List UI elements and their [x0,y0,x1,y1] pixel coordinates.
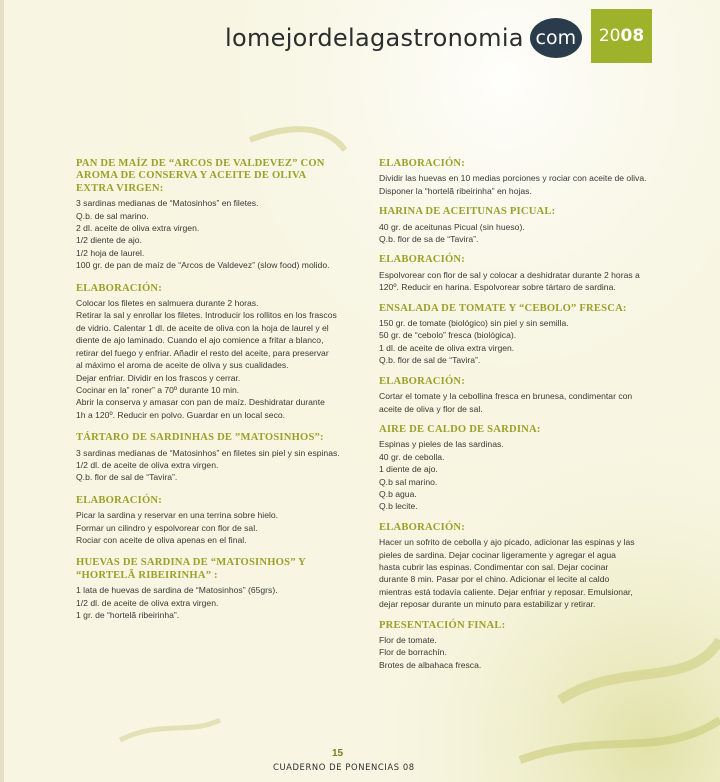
text-line: Flor de tomate. [379,635,437,645]
recipe-section [379,254,685,293]
text-line: 1 diente de ajo. [379,464,438,475]
left-column [76,158,364,621]
text-line: aceite de oliva y flor de sal. [379,403,483,414]
text-line: 3 sardinas medianas de “Matosinhos” en filetes. [76,198,259,209]
recipe-section [379,206,685,245]
section-body [379,438,685,512]
text-line: Cortar el tomate y la cebollina fresca en brunesa, condimentar con [379,391,633,402]
text-line: Dejar enfriar. Dividir en los frascos y cerrar. [76,372,241,383]
section-body [76,197,364,271]
section-heading [379,424,685,436]
site-tld-badge: com [530,18,582,58]
recipe-section [76,432,364,484]
text-line: 120º. Reducir en harina. Espolvorear sobre tártaro de sardina. [379,282,616,293]
text-line: Q.b. de sal marino. [76,210,149,221]
text-line: de vidrio. Calentar 1 dl. de aceite de oliva con la hoja de laurel y el [76,322,329,333]
text-line: Formar un cilindro y espolvorear con flor de sal. [76,522,258,533]
text-line: Abrir la conserva y amasar con pan de maíz. Deshidratar durante [76,397,325,408]
recipe-section [379,424,685,513]
text-line: retirar del fuego y enfriar. Añadir el resto del aceite, para preservar [76,347,329,358]
text-line: 1/2 diente de ajo. [76,235,142,246]
section-body [379,172,685,197]
text-line: Flor de borrachín. [379,647,447,658]
text-line: 40 gr. de aceitunas Picual (sin hueso). [379,221,525,232]
section-gap [379,294,685,303]
section-heading [379,522,685,534]
section-heading [379,620,685,632]
section-gap [379,415,685,424]
text-line: 1/2 dl. de aceite de oliva extra virgen. [76,459,219,470]
heading-line: PAN DE MAÍZ DE “ARCOS DE VALDEVEZ” CON [76,158,325,169]
section-body [379,634,685,671]
heading-line: EXTRA VIRGEN: [76,182,164,194]
section-body [379,390,685,415]
text-line: Q.b. flor de sal de “Tavira”. [76,472,178,483]
text-line: Q.b sal marino. [379,476,438,487]
section-body [379,269,685,294]
recipe-section [76,158,364,272]
heading-line: ELABORACIÓN: [379,254,465,266]
section-body [76,509,364,546]
heading-line: ELABORACIÓN: [379,521,465,533]
heading-line: ELABORACIÓN: [379,158,465,169]
text-line: hasta cubrir las espinas. Condimentar con sal. Dejar cocinar [379,561,609,572]
text-line: 3 sardinas medianas de “Matosinhos” en filetes sin piel y sin espinas. [76,447,340,458]
text-line: Colocar los filetes en salmuera durante 2 horas. [76,298,259,309]
heading-line: ELABORACIÓN: [76,282,162,294]
heading-line: AIRE DE CALDO DE SARDINA: [379,423,541,435]
year-suffix: 08 [620,26,645,46]
section-heading [379,254,685,266]
section-heading [379,206,685,218]
heading-line: HUEVAS DE SARDINA DE “MATOSINHOS” Y [76,557,307,569]
recipe-section [379,522,685,611]
recipe-section [76,557,364,621]
text-line: Picar la sardina y reservar en una terrina sobre hielo. [76,510,279,521]
text-line: Retirar la sal y enrollar los filetes. Introducir los rollitos en los frascos [76,310,337,321]
section-gap [76,484,364,495]
right-column [379,158,685,671]
text-line: mientras está todavía caliente. Dejar enfriar y reposar. Emulsionar, [379,586,633,597]
heading-line: ENSALADA DE TOMATE Y “CEBOLO” FRESCA: [379,302,627,314]
text-line: al máximo el aroma de aceite de oliva y sus cualidades. [76,360,289,371]
text-line: Espolvorear con flor de sal y colocar a deshidratar durante 2 horas a [379,269,640,280]
text-line: 1/2 hoja de laurel. [76,247,145,258]
heading-line: “HORTELÃ RIBEIRINHA” : [76,569,218,581]
section-heading [76,557,364,582]
section-gap [379,611,685,620]
section-body [76,297,364,421]
site-logo [225,18,582,58]
text-line: 1 dl. de aceite de oliva extra virgen. [379,342,515,353]
site-name: lomejordelagastronomia [225,24,524,52]
text-line: 50 gr. de “cebolo” fresca (biológica). [379,330,517,341]
section-body [379,317,685,367]
text-line: 1 lata de huevas de sardina de “Matosinhos” (65grs). [76,585,278,596]
section-heading [379,303,685,315]
text-line: 1/2 dl. de aceite de oliva extra virgen. [76,597,219,608]
text-line: Q.b. flor de sa de “Tavira”. [379,234,479,245]
recipe-section [379,158,685,197]
section-body [76,584,364,621]
heading-line: ELABORACIÓN: [379,375,465,387]
section-heading [76,158,364,195]
section-gap [76,272,364,283]
section-heading [76,495,364,507]
recipe-section [379,620,685,672]
text-line: Q.b. flor de sal de “Tavira”. [379,355,481,366]
heading-line: HARINA DE ACEITUNAS PICUAL: [379,206,556,218]
text-line: durante 8 min. Pasar por el chino. Adicionar el lecite al caldo [379,574,610,585]
heading-line: AROMA DE CONSERVA Y ACEITE DE OLIVA [76,170,307,182]
section-body [379,221,685,246]
publication-title: CUADERNO DE PONENCIAS 08 [273,762,415,772]
text-line: diente de ajo laminado. Cuando el ajo comience a fritar a blanco, [76,335,324,346]
text-line: Dividir las huevas en 10 medias porciones y rociar con aceite de oliva. [379,173,647,184]
text-line: 40 gr. de cebolla. [379,451,445,462]
recipe-section [379,303,685,367]
text-line: pieles de sardina. Dejar cocinar ligeramente y agregar el agua [379,549,616,560]
section-heading [76,283,364,295]
text-line: 1 gr. de “hortelã ribeirinha”. [76,610,180,620]
heading-line: ELABORACIÓN: [76,494,162,506]
text-line: 1h a 120º. Reducir en polvo. Guardar en un local seco. [76,409,286,420]
recipe-section [76,283,364,421]
page-edge [0,0,4,782]
heading-line: PRESENTACIÓN FINAL: [379,619,506,631]
text-line: Rociar con aceite de oliva apenas en el final. [76,534,247,545]
text-line: Q.b agua. [379,488,417,499]
text-line: 150 gr. de tomate (biológico) sin piel y sin semilla. [379,318,569,329]
text-line: 2 dl. aceite de oliva extra virgen. [76,223,200,234]
section-heading [76,432,364,444]
section-heading [379,376,685,388]
text-line: Espinas y pieles de las sardinas. [379,439,504,450]
text-line: Brotes de albahaca fresca. [379,659,482,670]
section-body [76,447,364,484]
text-line: Cocinar en la” roner” a 70º durante 10 min. [76,384,240,395]
text-line: 100 gr. de pan de maíz de “Arcos de Valdevez” (slow food) molido. [76,260,330,271]
text-line: dejar reposar durante un minuto para estabilizar y retirar. [379,599,596,610]
text-line: Disponer la “hortelã ribeirinha” en hojas. [379,185,532,196]
section-body [379,536,685,610]
section-gap [379,197,685,206]
recipe-section [379,376,685,415]
text-line: Q.b lecite. [379,501,418,512]
section-heading [379,158,685,170]
section-gap [379,513,685,522]
heading-line: TÁRTARO DE SARDINHAS DE ”MATOSINHOS”: [76,432,324,444]
section-gap [76,421,364,432]
section-gap [379,367,685,376]
page-number: 15 [332,748,344,759]
section-gap [76,546,364,557]
text-line: Hacer un sofrito de cebolla y ajo picado, adicionar las espinas y las [379,537,635,548]
year-badge [591,9,652,63]
year-prefix: 20 [598,26,621,46]
recipe-section [76,495,364,547]
